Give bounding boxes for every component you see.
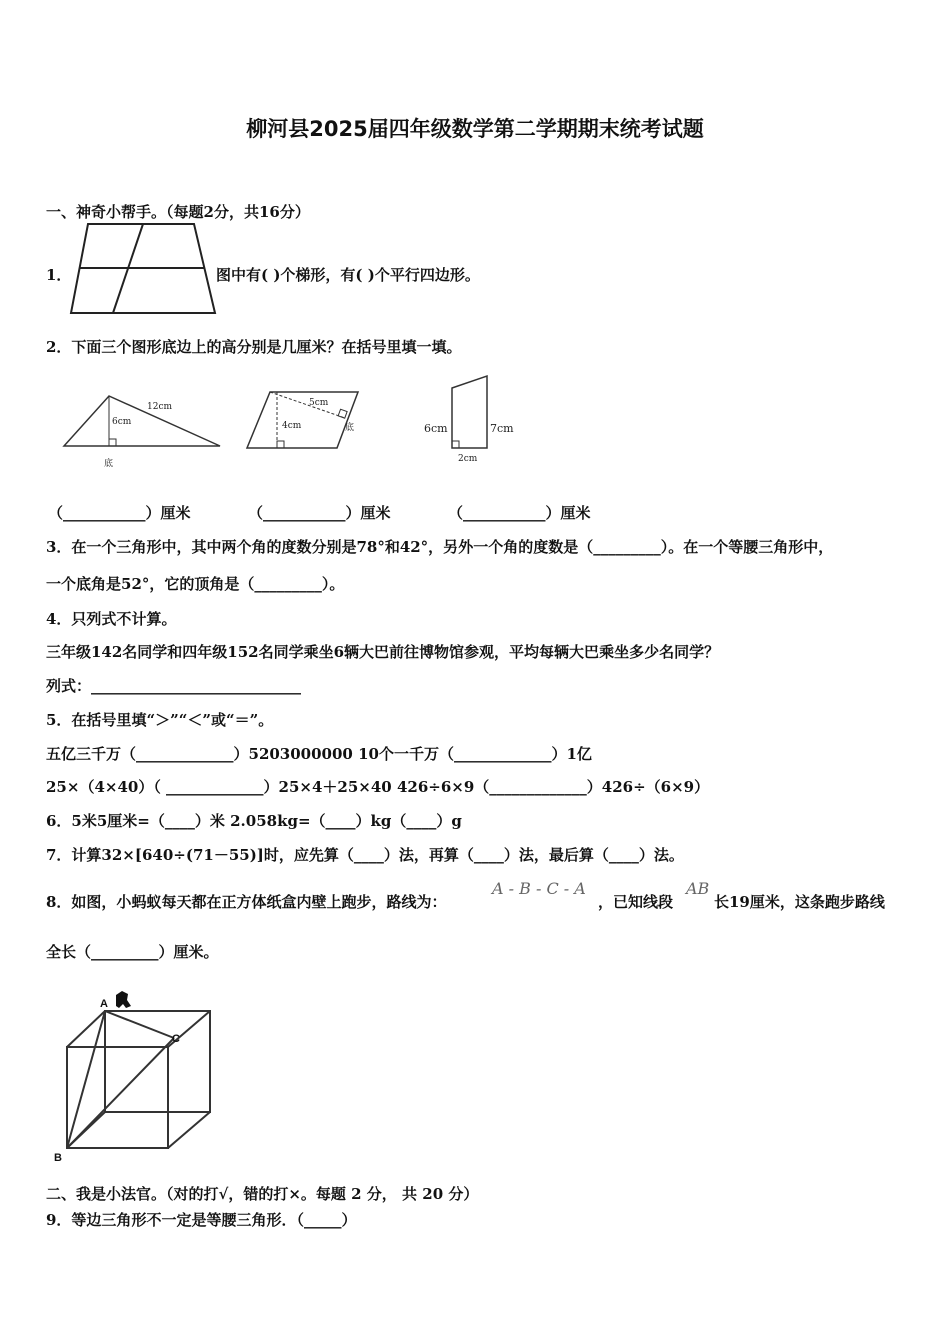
q8-line-2: 全长（_________）厘米。: [46, 943, 219, 961]
page-title: 柳河县2025届四年级数学第二学期期末统考试题: [246, 117, 704, 141]
q2-fig1-base-label: 底: [104, 459, 114, 469]
q2-fig2-side-label: 5cm: [309, 398, 329, 408]
q8-text-c: 长19厘米，这条跑步路线: [714, 893, 885, 911]
q8-text-b: ，已知线段: [598, 893, 674, 911]
q2-fig2-base-label: 底: [345, 423, 355, 433]
section-1-heading: 一、神奇小帮手。（每题2分，共16分）: [46, 203, 310, 221]
q1-number: 1．: [46, 266, 72, 284]
q5-line-3: 25×（4×40）（ _____________）25×4＋25×40 426÷6×9（_____________）426÷（6×9）: [46, 778, 710, 796]
q2-text: 2．下面三个图形底边上的高分别是几厘米？在括号里填一填。: [46, 338, 462, 356]
q2-triangle-figure: [60, 390, 225, 472]
q1-trapezoid-figure: [68, 222, 218, 316]
q8-route: A - B - C - A: [492, 879, 586, 898]
q3-line-1: 3．在一个三角形中，其中两个角的度数分别是78°和42°，另外一个角的度数是（_________）。在一个等腰三角形中，: [46, 538, 834, 556]
q2-fig1-height-label: 6cm: [112, 417, 132, 427]
q2-blank-3[interactable]: （___________）厘米: [448, 504, 591, 522]
q8-text-a: 8．如图，小蚂蚁每天都在正方体纸盒内壁上跑步，路线为：: [46, 893, 447, 911]
q2-fig3-right-label: 7cm: [490, 422, 514, 435]
q8-route-math: [492, 876, 602, 900]
q5-line-2: 五亿三千万（_____________）5203000000 10个一千万（_____________）1亿: [46, 745, 592, 763]
cube-label-c: C: [172, 1033, 180, 1045]
q5-line-1: 5．在括号里填“＞”“＜”或“＝”。: [46, 711, 274, 729]
q8-cube-figure: [48, 980, 218, 1165]
q8-segment: AB: [686, 879, 710, 898]
q2-blank-2[interactable]: （___________）厘米: [248, 504, 391, 522]
q9-text: 9．等边三角形不一定是等腰三角形．（_____）: [46, 1211, 357, 1229]
q4-line-1: 4．只列式不计算。: [46, 610, 177, 628]
q2-trapezoid-figure: [420, 374, 520, 466]
q4-answer-line[interactable]: 列式：____________________________: [46, 677, 302, 695]
q4-line-2: 三年级142名同学和四年级152名同学乘坐6辆大巴前往博物馆参观，平均每辆大巴乘坐多少名同学？: [46, 643, 720, 661]
q1-text: 图中有( )个梯形，有( )个平行四边形。: [216, 266, 480, 284]
q2-fig2-height-label: 4cm: [282, 421, 302, 431]
section-2-heading: 二、我是小法官。（对的打√，错的打×。每题 2 分， 共 20 分）: [46, 1185, 479, 1203]
q2-fig3-bottom-label: 2cm: [458, 454, 478, 464]
q8-segment-math: [686, 876, 716, 900]
q2-blank-1[interactable]: （___________）厘米: [48, 504, 191, 522]
cube-label-a: A: [100, 998, 108, 1010]
q2-fig1-hyp-label: 12cm: [147, 402, 173, 412]
ant-icon: [116, 991, 131, 1008]
q7-text: 7．计算32×[640÷(71－55)]时，应先算（____）法，再算（____）法，最后算（____）法。: [46, 846, 684, 864]
q2-parallelogram-figure: [244, 388, 366, 460]
q3-line-2: 一个底角是52°，它的顶角是（_________）。: [46, 575, 345, 593]
q2-fig3-left-label: 6cm: [424, 422, 448, 435]
q6-text: 6．5米5厘米=（____）米 2.058kg=（____）kg（____）g: [46, 812, 462, 830]
cube-label-b: B: [54, 1152, 62, 1164]
